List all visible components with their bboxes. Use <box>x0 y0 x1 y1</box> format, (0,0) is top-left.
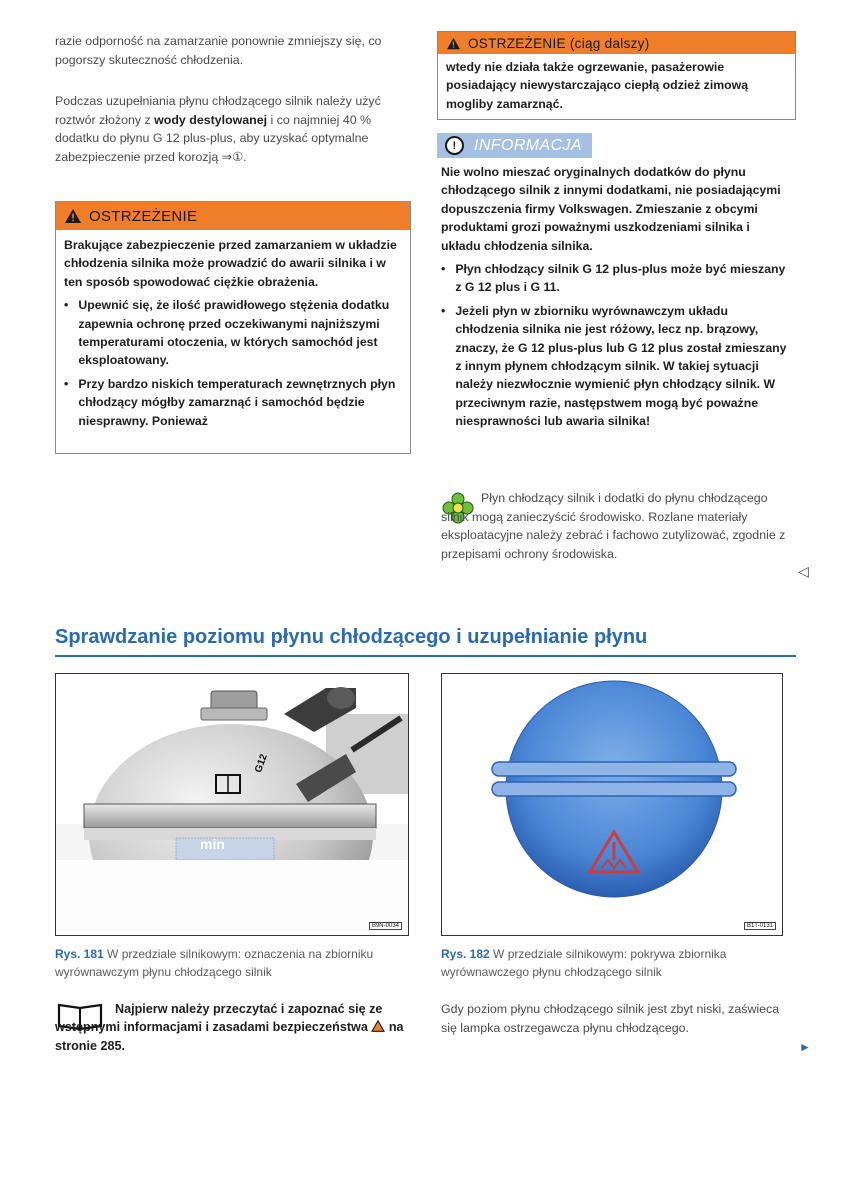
min-marking: min <box>200 836 225 852</box>
warning-header <box>56 202 410 230</box>
warning-bullet <box>64 296 402 370</box>
caption-text: W przedziale silnikowym: pokrywa zbiornika wyrównawczego płynu chłodzącego silnik <box>441 947 727 979</box>
figure-code: B1T-0131 <box>744 922 776 930</box>
reservoir-cap-illustration <box>442 674 782 935</box>
info-bullet <box>441 302 791 431</box>
paragraph-distilled-water <box>55 92 405 166</box>
paragraph-text: i co najmniej 40 % dodatku do płynu G 12 plus-plus, aby uzyskać optymalne zabezpieczenie przed korozją ⇒①. <box>55 112 372 164</box>
note-text: na stronie 285. <box>55 1020 404 1053</box>
bullet-text: Płyn chłodzący silnik G 12 plus-plus może być mieszany z G 12 plus i G 11. <box>455 262 786 295</box>
bullet-text: Jeżeli płyn w zbiorniku wyrównawczym układu chłodzenia silnika nie jest różowy, lecz np. brązowy, znaczy, że G 12 plus-plus lub G 12 plus został zmieszany z innym płynem chłodzącym silnik. W takiej sytuacji należy niezwłocznie wymienić płyn chłodzący silnik. W przeciwnym razie, następstwem mogą być poważne niesprawności lub awaria silnika! <box>455 303 787 429</box>
info-body <box>441 163 791 431</box>
figure-number: Rys. 181 <box>55 947 104 961</box>
section-end-marker: ◁ <box>798 563 809 579</box>
warning-title: OSTRZEŻENIE <box>89 207 198 225</box>
continue-marker: ► <box>799 1040 811 1054</box>
warning-triangle-icon <box>446 37 461 50</box>
warning-continued-title: OSTRZEŻENIE (ciąg dalszy) <box>468 35 650 51</box>
figure-182-image <box>441 673 783 936</box>
bullet-dot: • <box>441 262 446 277</box>
paragraph-text: Podczas uzupełniania płynu chłodzącego silnik należy użyć roztwór złożony z <box>55 94 381 127</box>
note-text: Najpierw należy przeczytać i zapoznać się ze wstępnymi informacjami i zasadami bezpieczeństwa <box>55 1002 383 1035</box>
info-intro: Nie wolno mieszać oryginalnych dodatków do płynu chłodzącego silnik z innymi dodatkami, nie posiadającymi dopuszczenia firmy Volkswagen. Zmieszanie z obcymi produktami grozi poważnymi uszkodzeniami silnika i układu chłodzenia silnika. <box>441 165 781 253</box>
coolant-reservoir-illustration <box>56 674 408 935</box>
figure-code: B9N-0034 <box>369 922 402 930</box>
bullet-text: Upewnić się, że ilość prawidłowego stężenia dodatku zapewnia ochronę przed oczekiwanymi najniższymi temperaturami otoczenia, w których samochód jest eksploatowany. <box>78 298 390 368</box>
bullet-dot: • <box>64 376 69 391</box>
figure-number: Rys. 182 <box>441 947 490 961</box>
caption-text: W przedziale silnikowym: oznaczenia na zbiorniku wyrównawczym płynu chłodzącego silnik <box>55 947 374 979</box>
warning-intro: Brakujące zabezpieczenie przed zamarzaniem w układzie chłodzenia silnika może prowadzić do awarii silnika i w ten sposób spowodować ciężkie obrażenia. <box>64 238 397 289</box>
read-first-note <box>55 1000 405 1055</box>
info-header <box>437 133 592 158</box>
paragraph-antifreeze-effect: razie odporność na zamarzanie ponownie zmniejszy się, co pogorszy skuteczność chłodzenia. <box>55 34 382 67</box>
warning-box <box>55 201 411 454</box>
bullet-dot: • <box>441 303 446 318</box>
section-title: Sprawdzanie poziomu płynu chłodzącego i uzupełnianie płynu <box>55 626 648 648</box>
warning-triangle-icon <box>64 208 82 224</box>
warning-triangle-icon <box>371 1020 385 1032</box>
info-circle-icon: ! <box>445 136 464 155</box>
info-bullet <box>441 260 791 297</box>
bullet-text: Przy bardzo niskich temperaturach zewnętrznych płyn chłodzący mógłby zamarznąć i samochód będzie niesprawny. Ponieważ <box>78 376 396 428</box>
bold-phrase: wody destylowanej <box>154 112 268 127</box>
bullet-dot: • <box>64 298 69 313</box>
warning-continued-header <box>438 32 795 54</box>
figure-181-image <box>55 673 409 936</box>
warning-continued-body: wtedy nie działa także ogrzewanie, pasażerowie posiadający niewystarczająco ciepłą odzież zimową mogliby zamarznąć. <box>446 60 749 111</box>
figure-181-caption <box>55 945 407 981</box>
figure-182-caption <box>441 945 791 981</box>
g12-marking: G12 <box>253 752 270 775</box>
environment-note: Płyn chłodzący silnik i dodatki do płynu chłodzącego silnik mogą zanieczyścić środowisko. Rozlane materiały eksploatacyjne należy zebrać i fachowo zutylizować, zgodnie z przepisami ochrony środowiska. <box>441 491 786 561</box>
section-divider <box>55 655 796 657</box>
info-title: INFORMACJA <box>474 136 582 154</box>
low-coolant-paragraph: Gdy poziom płynu chłodzącego silnik jest zbyt niski, zaświeca się lampka ostrzegawcza płynu chłodzącego. <box>441 1002 780 1035</box>
warning-continued-box <box>437 31 796 120</box>
warning-bullet <box>64 375 402 430</box>
warning-body <box>56 230 410 436</box>
